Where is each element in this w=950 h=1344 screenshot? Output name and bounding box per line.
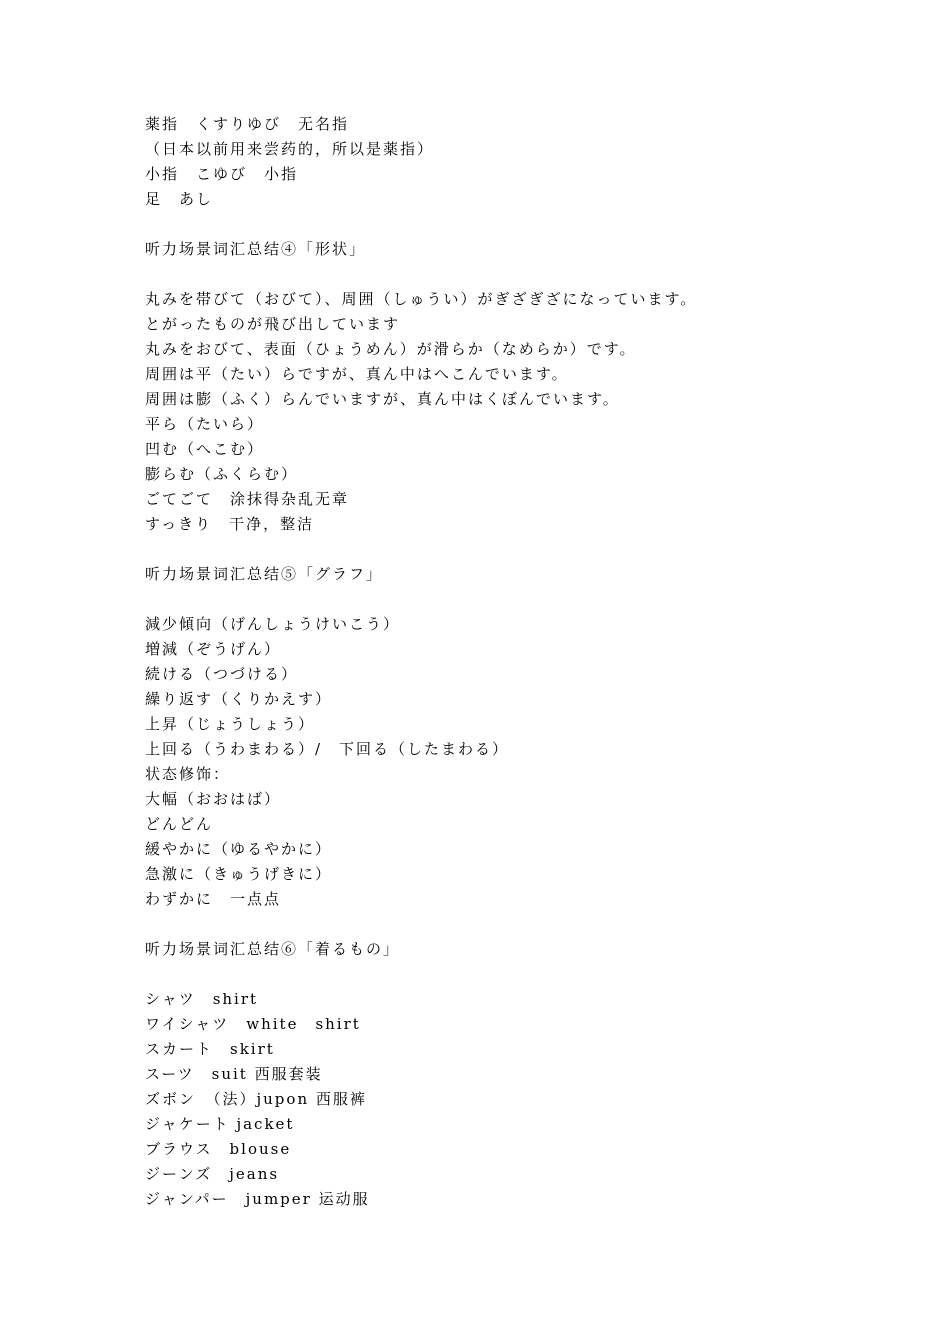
blank-line (145, 587, 845, 612)
body-line: とがったものが飛び出しています (145, 315, 401, 333)
body-line: ブラウス blouse (145, 1140, 292, 1158)
section-heading-shapes: 听力场景词汇总结④「形状」 (145, 240, 367, 258)
body-line: 繰り返す（くりかえす） (145, 690, 333, 708)
body-line: 続ける（つづける） (145, 665, 299, 683)
body-line: 小指 こゆび 小指 (145, 165, 299, 183)
body-line: 緩やかに（ゆるやかに） (145, 840, 333, 858)
body-line: 足 あし (145, 190, 214, 208)
body-block (145, 287, 845, 537)
body-line: 減少傾向（げんしょうけいこう） (145, 615, 401, 633)
body-line: 増減（ぞうげん） (145, 640, 282, 658)
section-heading-clothing: 听力场景词汇总结⑥「着るもの」 (145, 940, 401, 958)
body-line: 急激に（きゅうげきに） (145, 865, 333, 883)
body-line: 状态修饰： (145, 765, 231, 783)
blank-line (145, 962, 845, 987)
body-line: 周囲は膨（ふく）らんでいますが、真ん中はくぼんでいます。 (145, 390, 620, 408)
body-line: ごてごて 涂抹得杂乱无章 (145, 490, 350, 508)
body-block (145, 112, 845, 212)
body-line: ジーンズ jeans (145, 1165, 280, 1183)
body-line: 薬指 くすりゆび 无名指 (145, 115, 350, 133)
body-line: シャツ shirt (145, 990, 259, 1008)
body-line: ワイシャツ white shirt (145, 1015, 361, 1033)
body-line: 平ら（たいら） (145, 415, 265, 433)
body-line: 大幅（おおはば） (145, 790, 282, 808)
body-line: スーツ suit 西服套装 (145, 1065, 323, 1083)
body-line: 凹む（へこむ） (145, 440, 265, 458)
blank-line (145, 262, 845, 287)
section-heading-graph: 听力场景词汇总结⑤「グラフ」 (145, 565, 384, 583)
body-line: 丸みをおびて、表面（ひょうめん）が滑らか（なめらか）です。 (145, 340, 637, 358)
body-line: ジャンパー jumper 运动服 (145, 1190, 370, 1208)
body-line: 周囲は平（たい）らですが、真ん中はへこんでいます。 (145, 365, 569, 383)
blank-line (145, 912, 845, 937)
body-line: 膨らむ（ふくらむ） (145, 465, 299, 483)
document-body (145, 112, 845, 1212)
body-line: ジャケート jacket (145, 1115, 295, 1133)
body-line: （日本以前用来尝药的，所以是薬指） (145, 140, 435, 158)
blank-line (145, 537, 845, 562)
body-line: わずかに 一点点 (145, 890, 282, 908)
blank-line (145, 212, 845, 237)
body-line: どんどん (145, 815, 214, 833)
body-line: 丸みを帯びて（おびて）、周囲（しゅうい）がぎざぎざになっています。 (145, 290, 698, 308)
body-line: スカート skirt (145, 1040, 275, 1058)
body-line: 上昇（じょうしょう） (145, 715, 316, 733)
body-line: すっきり 干净，整洁 (145, 515, 315, 533)
body-line: ズボン （法）jupon 西服裤 (145, 1090, 367, 1108)
body-block (145, 612, 845, 912)
body-line: 上回る（うわまわる）/ 下回る（したまわる） (145, 740, 510, 758)
body-block (145, 987, 845, 1212)
